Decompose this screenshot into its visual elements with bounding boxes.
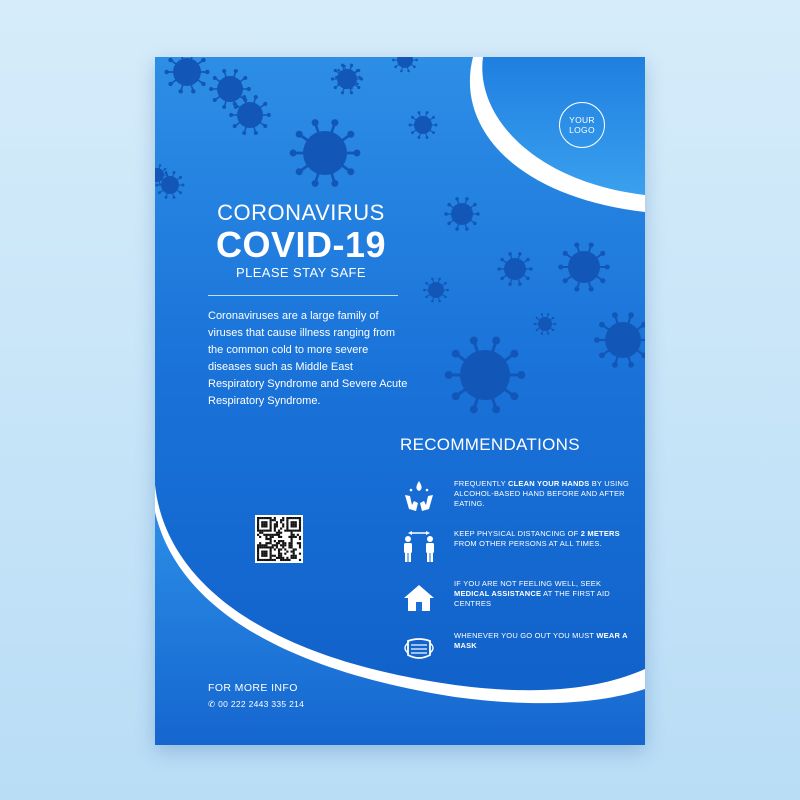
phone-line [208, 699, 304, 710]
virus-particle [209, 69, 251, 109]
intro-paragraph: Coronaviruses are a large family of viruses that cause illness ranging from the common cold to more severe diseases such as Middle East Respiratory Syndrome and Severe Acute Respiratory Syndrome. [208, 310, 408, 407]
phone-icon: ✆ [208, 699, 216, 709]
recommendation-item [399, 479, 629, 519]
virus-particle [445, 337, 526, 414]
virus-particle [409, 111, 438, 139]
title-covid-19: COVID-19 [215, 224, 387, 265]
virus-particle [594, 312, 645, 367]
more-info-label: FOR MORE INFO [208, 682, 298, 694]
covid-flyer [155, 57, 645, 745]
logo-line-2: LOGO [569, 125, 595, 135]
logo-placeholder [559, 102, 605, 148]
recommendation-text: KEEP PHYSICAL DISTANCING OF 2 METERS FROM OTHER PERSONS AT ALL TIMES. [454, 529, 620, 548]
virus-particle [558, 242, 610, 291]
recommendation-text: FREQUENTLY CLEAN YOUR HANDS BY USING ALCOHOL-BASED HAND BEFORE AND AFTER EATING. [454, 479, 630, 508]
recommendation-item [399, 529, 629, 569]
logo-line-1: YOUR [569, 115, 595, 125]
virus-particle [444, 197, 479, 231]
distancing-icon [399, 529, 439, 565]
virus-particle [229, 95, 271, 135]
recommendation-text: WHENEVER YOU GO OUT YOU MUST WEAR A MASK [454, 631, 628, 650]
recommendation-item [399, 631, 629, 671]
face-mask-icon [399, 631, 439, 667]
wash-hands-icon [399, 479, 439, 515]
virus-particle [392, 57, 418, 72]
recommendation-item [399, 579, 629, 619]
qr-code [255, 515, 303, 563]
home-icon [399, 579, 439, 615]
phone-number: 00 222 2443 335 214 [218, 699, 305, 709]
virus-particle [534, 313, 557, 335]
virus-particle [423, 278, 449, 303]
virus-particle [290, 119, 361, 187]
recommendation-text: IF YOU ARE NOT FEELING WELL, SEEK MEDICAL ASSISTANCE AT THE FIRST AID CENTRES [454, 579, 610, 608]
recommendations-heading: RECOMMENDATIONS [400, 435, 580, 454]
virus-particle [497, 252, 532, 286]
tagline: PLEASE STAY SAFE [236, 265, 366, 280]
title-divider [208, 295, 398, 296]
title-coronavirus: CORONAVIRUS [217, 200, 385, 225]
virus-particle [164, 57, 209, 94]
